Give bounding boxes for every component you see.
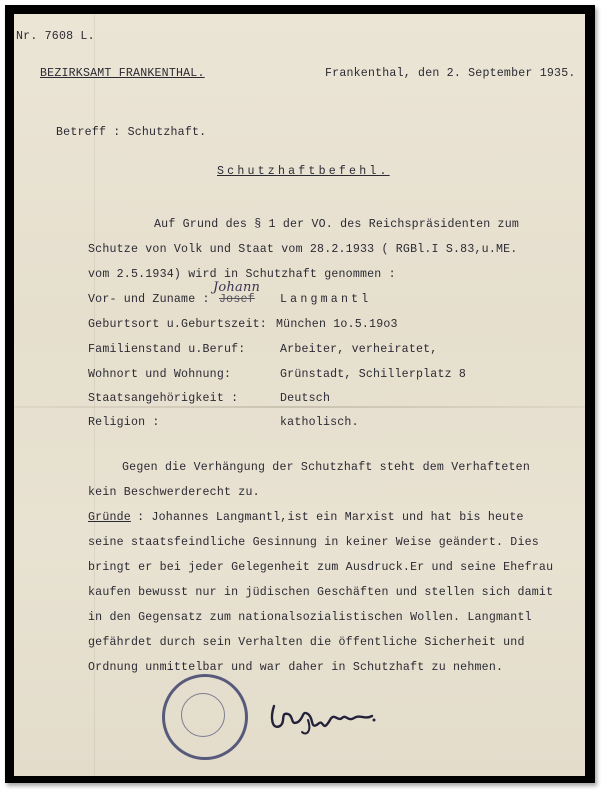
field-value-name: Langmantl [280,293,372,306]
paper-fold [14,406,585,408]
struck-first-name: Josef [219,293,255,306]
field-label-religion: Religion : [88,416,160,429]
field-label-name: Vor- und Zuname : [88,293,210,306]
subject-line: Betreff : Schutzhaft. [56,126,207,139]
document-title: Schutzhaftbefehl. [217,165,390,178]
document-paper [14,14,585,776]
field-value-citizenship: Deutsch [280,392,331,405]
appeal-line-1: Gegen die Verhängung der Schutzhaft steht dem Verhafteten [122,461,530,474]
appeal-line-2: kein Beschwerderecht zu. [88,486,260,499]
office-name: BEZIRKSAMT FRANKENTHAL. [40,67,205,80]
stamp-emblem [181,693,225,737]
place-date: Frankenthal, den 2. September 1935. [325,67,576,80]
reasons-line-2: seine staatsfeindliche Gesinnung in keiner Weise geändert. Dies [88,536,539,549]
reasons-line-6: gefährdet durch sein Verhalten die öffentliche Sicherheit und [88,636,525,649]
intro-line-3: vom 2.5.1934) wird in Schutzhaft genommen : [88,268,396,281]
field-label-citizenship: Staatsangehörigkeit : [88,392,239,405]
field-label-birth: Geburtsort u.Geburtszeit: [88,318,267,331]
reasons-line-3: bringt er bei jeder Gelegenheit zum Ausdruck.Er und seine Ehefrau [88,561,554,574]
field-label-residence: Wohnort und Wohnung: [88,368,232,381]
reasons-line-1: : Johannes Langmantl,ist ein Marxist und hat bis heute [130,511,524,524]
reasons-line-5: in den Gegensatz zum nationalsozialistischen Wollen. Langmantl [88,611,532,624]
field-value-birth: München 1o.5.19o3 [276,318,398,331]
field-label-status: Familienstand u.Beruf: [88,343,246,356]
reasons-label: Gründe [88,511,131,524]
intro-line-1: Auf Grund des § 1 der VO. des Reichspräsidenten zum [154,218,520,231]
reference-number: Nr. 7608 L. [16,30,95,43]
intro-line-2: Schutze von Volk und Staat vom 28.2.1933 ( RGBl.I S.83,u.ME. [88,243,518,256]
reasons-line-7: Ordnung unmittelbar und war daher in Schutzhaft zu nehmen. [88,661,504,674]
field-value-status: Arbeiter, verheiratet, [280,343,438,356]
handwritten-first-name: Johann [213,280,261,295]
field-value-religion: katholisch. [280,416,359,429]
reasons-line-4: kaufen bewusst nur in jüdischen Geschäften und stellen sich damit [88,586,554,599]
official-stamp [162,674,248,760]
document-frame [5,5,595,783]
handwritten-signature [268,696,378,738]
field-value-residence: Grünstadt, Schillerplatz 8 [280,368,467,381]
